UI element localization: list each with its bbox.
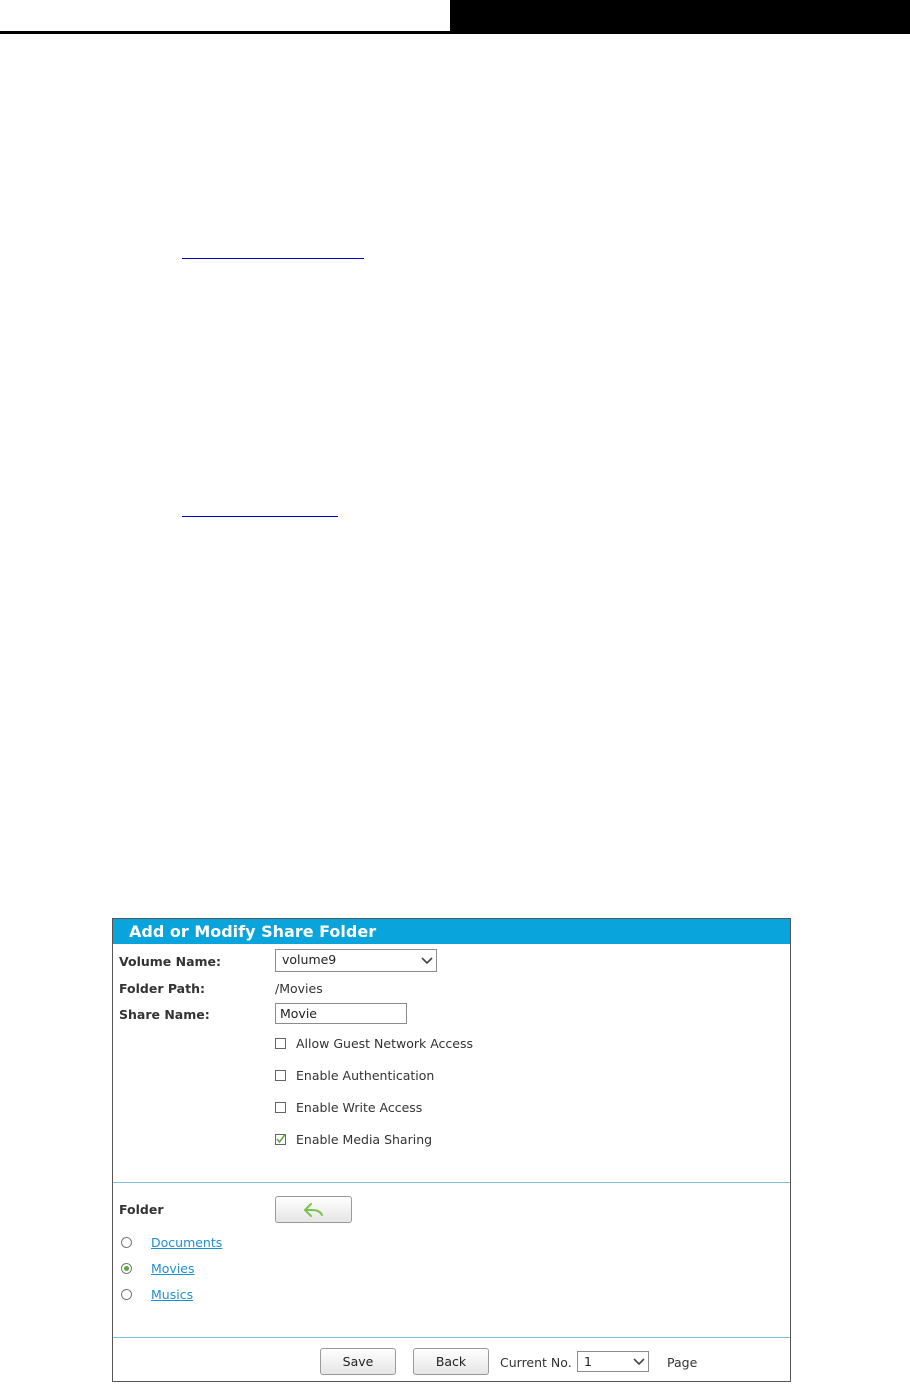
authentication-label: Enable Authentication	[296, 1067, 435, 1083]
volume-name-label: Volume Name:	[119, 954, 222, 969]
volume-name-select[interactable]	[275, 949, 437, 972]
return-arrow-icon	[303, 1202, 325, 1218]
return-folder-button[interactable]	[275, 1196, 352, 1223]
document-link-underline[interactable]	[182, 258, 364, 259]
panel-title: Add or Modify Share Folder	[113, 919, 790, 944]
volume-name-value: volume9	[282, 952, 337, 967]
current-page-select[interactable]	[577, 1351, 649, 1372]
folder-option-movies[interactable]	[121, 1261, 132, 1275]
chevron-down-icon	[630, 1352, 648, 1371]
write-access-label: Enable Write Access	[296, 1099, 423, 1115]
guest-access-option[interactable]	[275, 1035, 473, 1051]
footer-divider	[113, 1337, 790, 1338]
media-sharing-option[interactable]	[275, 1131, 432, 1147]
current-page-value: 1	[584, 1354, 592, 1369]
back-button[interactable]: Back	[413, 1348, 489, 1375]
document-header-rule	[0, 0, 450, 34]
folder-radio-movies[interactable]	[121, 1263, 132, 1274]
folder-link-movies[interactable]: Movies	[151, 1261, 195, 1276]
share-name-input[interactable]: Movie	[275, 1003, 407, 1024]
share-folder-panel	[112, 918, 791, 1382]
authentication-checkbox[interactable]	[275, 1070, 286, 1081]
authentication-option[interactable]	[275, 1067, 434, 1083]
chevron-down-icon	[418, 950, 436, 971]
folder-link-musics[interactable]: Musics	[151, 1287, 194, 1302]
checkmark-icon	[275, 1133, 286, 1144]
write-access-checkbox[interactable]	[275, 1102, 286, 1113]
document-link-underline[interactable]	[182, 516, 338, 517]
media-sharing-label: Enable Media Sharing	[296, 1131, 433, 1147]
document-header-bar	[450, 0, 910, 34]
folder-label: Folder	[119, 1202, 164, 1217]
share-name-label: Share Name:	[119, 1007, 210, 1022]
folder-link-documents[interactable]: Documents	[151, 1235, 223, 1250]
folder-radio-documents[interactable]	[121, 1237, 132, 1248]
page-label: Page	[667, 1355, 698, 1370]
guest-access-checkbox[interactable]	[275, 1038, 286, 1049]
section-divider	[113, 1182, 790, 1183]
save-button[interactable]: Save	[320, 1348, 396, 1375]
folder-option-musics[interactable]	[121, 1287, 132, 1301]
folder-path-label: Folder Path:	[119, 981, 205, 996]
guest-access-label: Allow Guest Network Access	[296, 1035, 473, 1051]
folder-path-value: /Movies	[275, 981, 323, 996]
folder-option-documents[interactable]	[121, 1235, 132, 1249]
write-access-option[interactable]	[275, 1099, 422, 1115]
folder-radio-musics[interactable]	[121, 1289, 132, 1300]
media-sharing-checkbox[interactable]	[275, 1134, 286, 1145]
current-no-label: Current No.	[500, 1355, 572, 1370]
